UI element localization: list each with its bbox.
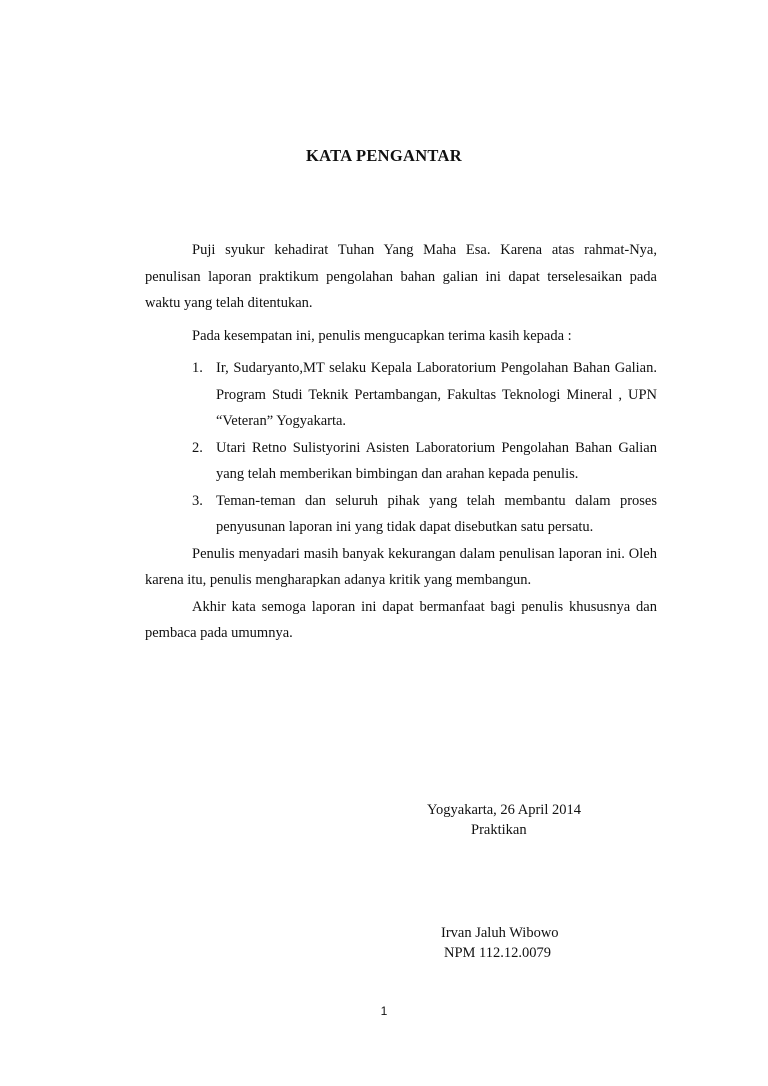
signature-name: Irvan Jaluh Wibowo xyxy=(441,925,559,941)
signature-role: Praktikan xyxy=(471,822,527,838)
list-item-text: Teman-teman dan seluruh pihak yang telah membantu dalam proses penyusunan laporan ini yang tidak dapat disebutkan satu persatu. xyxy=(216,492,657,535)
list-item-text: Utari Retno Sulistyorini Asisten Laboratorium Pengolahan Bahan Galian yang telah memberikan bimbingan dan arahan kepada penulis. xyxy=(216,439,657,482)
closing-paragraph: Akhir kata semoga laporan ini dapat bermanfaat bagi penulis khususnya dan pembaca pada umumnya. xyxy=(145,598,657,641)
thanks-intro-paragraph: Pada kesempatan ini, penulis mengucapkan terima kasih kepada : xyxy=(192,327,572,344)
list-item-number: 1. xyxy=(192,360,203,376)
list-item xyxy=(145,435,657,488)
page-title: KATA PENGANTAR xyxy=(306,146,462,165)
list-item-number: 2. xyxy=(192,439,203,456)
acknowledgement-list xyxy=(145,355,657,541)
signature-place-date: Yogyakarta, 26 April 2014 xyxy=(427,802,581,818)
list-item xyxy=(145,488,657,541)
signature-npm: NPM 112.12.0079 xyxy=(444,945,552,961)
opening-paragraph: Puji syukur kehadirat Tuhan Yang Maha Esa. Karena atas rahmat-Nya, penulisan laporan praktikum pengolahan bahan galian ini dapat terselesaikan pada waktu yang telah ditentukan. xyxy=(145,242,657,311)
list-item-text: Ir, Sudaryanto,MT selaku Kepala Laboratorium Pengolahan Bahan Galian. Program Studi Teknik Pertambangan, Fakultas Teknologi Mineral , UPN “Veteran” Yogyakarta. xyxy=(216,360,657,429)
list-item-number: 3. xyxy=(192,492,203,509)
page-number: 1 xyxy=(380,1004,388,1018)
list-item xyxy=(145,355,657,435)
closing-paragraph: Penulis menyadari masih banyak kekurangan dalam penulisan laporan ini. Oleh karena itu, penulis mengharapkan adanya kritik yang membangun. xyxy=(145,545,657,588)
document-body xyxy=(145,237,657,647)
